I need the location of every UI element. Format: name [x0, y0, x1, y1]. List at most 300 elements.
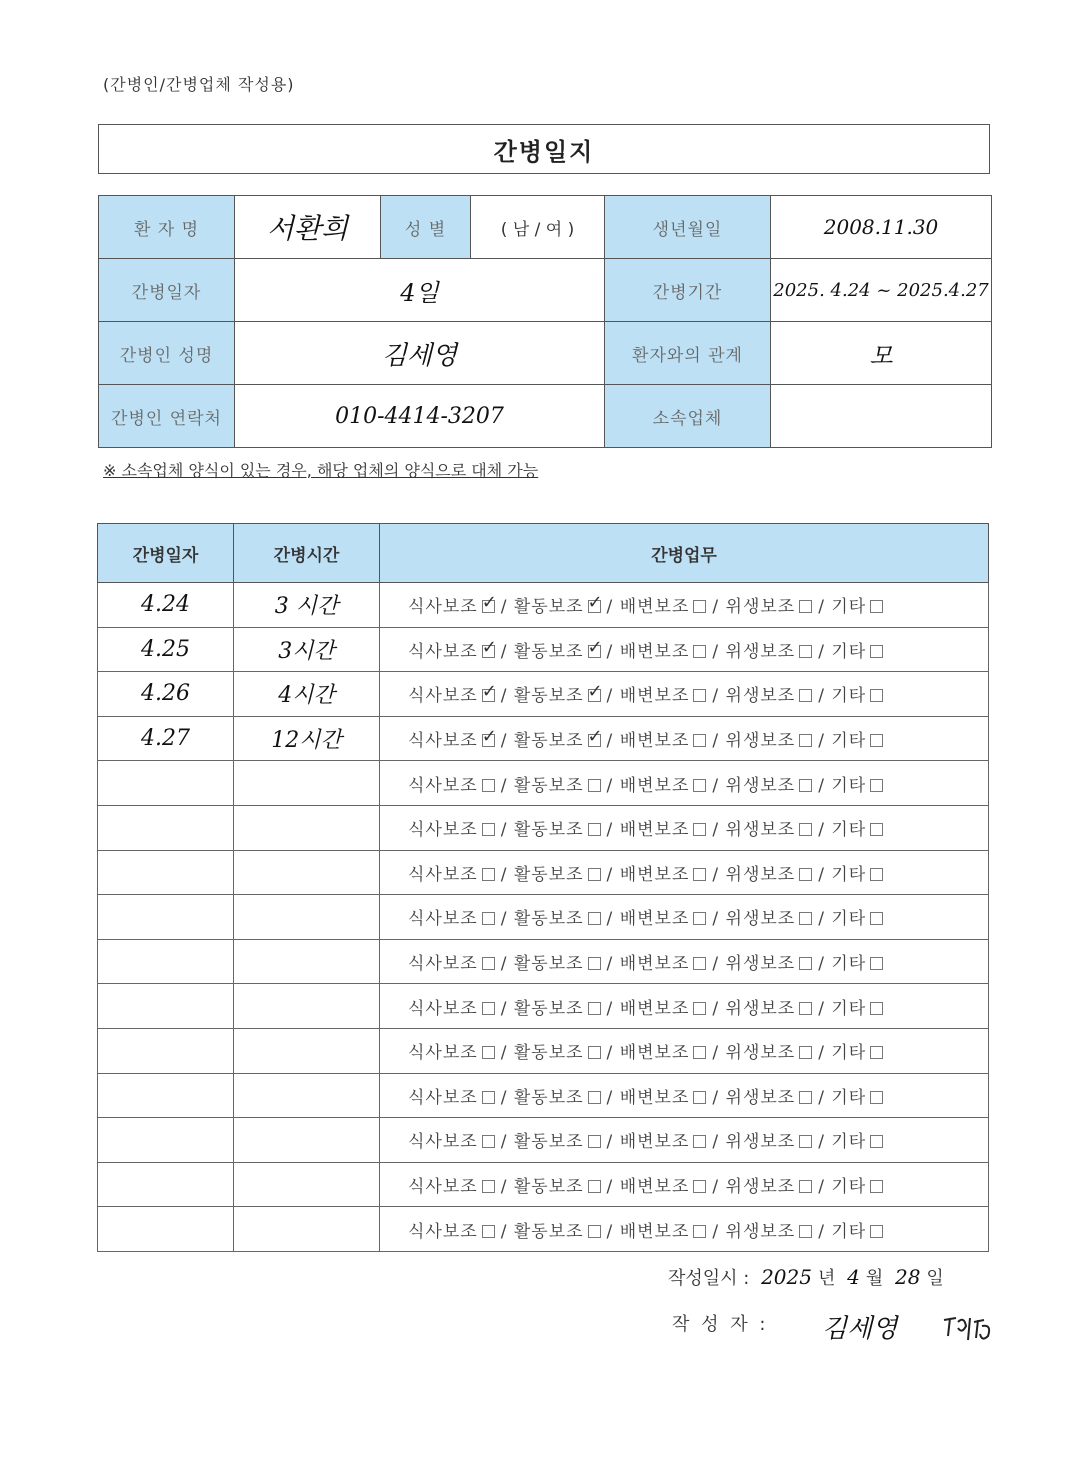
log-duty	[380, 1028, 989, 1073]
duty-label: 식사보조	[408, 909, 478, 930]
duty-separator: /	[818, 731, 832, 752]
duty-label: 활동보조	[513, 1043, 584, 1064]
duty-checkbox[interactable]	[588, 957, 601, 970]
duty-separator: /	[606, 1177, 620, 1198]
log-date: 4.24	[98, 583, 234, 628]
duty-separator: /	[606, 775, 620, 796]
log-date	[98, 1207, 234, 1252]
log-time	[234, 1118, 380, 1163]
duty-separator: /	[712, 775, 726, 796]
patient-name-value: 서환희	[235, 196, 381, 259]
duty-separator: /	[818, 864, 832, 885]
duty-checkbox[interactable]	[799, 1091, 812, 1104]
duty-separator: /	[500, 641, 514, 662]
duty-label: 기타	[831, 597, 867, 618]
duty-checkbox[interactable]	[799, 823, 812, 836]
duty-separator: /	[606, 597, 620, 618]
duty-separator: /	[818, 1087, 832, 1108]
duty-label: 기타	[831, 1043, 867, 1064]
log-date	[98, 805, 234, 850]
duty-checkbox[interactable]	[799, 957, 812, 970]
duty-label: 배변보조	[619, 864, 690, 885]
duty-separator: /	[500, 597, 514, 618]
log-duty	[380, 805, 989, 850]
duty-checkbox[interactable]	[693, 645, 706, 658]
duty-label: 활동보조	[513, 597, 584, 618]
duty-label: 활동보조	[513, 954, 584, 975]
year-unit: 년	[817, 1268, 836, 1289]
duty-checkbox[interactable]	[693, 734, 706, 747]
duty-checkbox[interactable]	[588, 823, 601, 836]
duty-label: 활동보조	[513, 998, 584, 1019]
duty-checkbox[interactable]	[482, 868, 495, 881]
duty-label: 활동보조	[513, 864, 584, 885]
duty-separator: /	[712, 909, 726, 930]
duty-checkbox[interactable]	[799, 912, 812, 925]
duty-separator: /	[606, 998, 620, 1019]
relation-label: 환자와의 관계	[605, 322, 771, 385]
duty-label: 활동보조	[513, 1177, 584, 1198]
patient-name-label: 환 자 명	[99, 196, 235, 259]
duty-checkbox[interactable]	[693, 912, 706, 925]
duty-label: 식사보조	[408, 998, 478, 1019]
duty-checkbox[interactable]	[588, 1046, 601, 1059]
duty-label: 기타	[831, 686, 867, 707]
duty-checkbox[interactable]	[693, 1002, 706, 1015]
log-time	[234, 805, 380, 850]
duty-separator: /	[500, 954, 514, 975]
duty-label: 위생보조	[725, 1043, 796, 1064]
duty-separator: /	[712, 954, 726, 975]
duty-separator: /	[606, 731, 620, 752]
duty-label: 기타	[831, 954, 867, 975]
log-date	[98, 850, 234, 895]
log-time	[234, 1207, 380, 1252]
duty-separator: /	[606, 864, 620, 885]
duty-separator: /	[712, 686, 726, 707]
caregiver-name-value: 김세영	[235, 322, 605, 385]
duty-label: 기타	[831, 775, 867, 796]
log-time	[234, 895, 380, 940]
duty-checkbox[interactable]	[799, 734, 812, 747]
duty-label: 기타	[831, 1221, 867, 1242]
log-row	[98, 716, 989, 761]
duty-label: 기타	[831, 731, 867, 752]
duty-separator: /	[500, 998, 514, 1019]
log-date: 4.25	[98, 627, 234, 672]
duty-checkbox[interactable]	[482, 1002, 495, 1015]
duty-checkbox[interactable]	[482, 1091, 495, 1104]
duty-label: 기타	[831, 1177, 867, 1198]
written-date	[668, 1264, 944, 1290]
duty-label: 기타	[831, 1132, 867, 1153]
duty-label: 위생보조	[725, 686, 796, 707]
day-unit: 일	[926, 1268, 944, 1289]
duty-checkbox[interactable]	[870, 1091, 883, 1104]
duty-label: 식사보조	[408, 641, 478, 662]
duty-label: 배변보조	[619, 954, 690, 975]
duty-checkbox[interactable]	[799, 600, 812, 613]
log-duty	[380, 984, 989, 1029]
log-time	[234, 939, 380, 984]
duty-checkbox[interactable]	[482, 1135, 495, 1148]
duty-checkbox[interactable]	[588, 689, 601, 702]
log-row	[98, 895, 989, 940]
duty-checkbox[interactable]	[870, 779, 883, 792]
duty-checkbox[interactable]	[693, 1091, 706, 1104]
duty-checkbox[interactable]	[693, 1135, 706, 1148]
duty-label: 위생보조	[725, 641, 796, 662]
duty-separator: /	[500, 1132, 514, 1153]
duty-checkbox[interactable]	[588, 868, 601, 881]
contact-value: 010-4414-3207	[235, 385, 605, 448]
log-date: 4.27	[98, 716, 234, 761]
duty-separator: /	[712, 1043, 726, 1064]
log-date	[98, 984, 234, 1029]
birth-value: 2008.11.30	[771, 196, 992, 259]
written-month: 4	[847, 1265, 860, 1289]
care-days-label: 간병일자	[99, 259, 235, 322]
gender-label: 성 별	[381, 196, 471, 259]
duty-label: 식사보조	[408, 864, 478, 885]
patient-info-table	[98, 195, 992, 448]
duty-separator: /	[500, 775, 514, 796]
duty-label: 식사보조	[408, 820, 478, 841]
duty-checkbox[interactable]	[693, 689, 706, 702]
gender-value: ( 남 / 여 )	[471, 196, 605, 259]
duty-checkbox[interactable]	[870, 957, 883, 970]
log-date	[98, 895, 234, 940]
duty-separator: /	[818, 998, 832, 1019]
duty-label: 식사보조	[408, 1087, 478, 1108]
log-row	[98, 627, 989, 672]
birth-label: 생년월일	[605, 196, 771, 259]
month-unit: 월	[865, 1268, 884, 1289]
duty-checkbox[interactable]	[870, 1180, 883, 1193]
duty-separator: /	[818, 820, 832, 841]
duty-label: 위생보조	[725, 909, 796, 930]
duty-label: 활동보조	[513, 686, 584, 707]
duty-label: 배변보조	[619, 909, 690, 930]
duty-label: 위생보조	[725, 1221, 796, 1242]
page-title: 간병일지	[98, 124, 990, 174]
duty-separator: /	[500, 864, 514, 885]
log-row	[98, 583, 989, 628]
duty-separator: /	[606, 686, 620, 707]
log-date	[98, 761, 234, 806]
log-time	[234, 850, 380, 895]
duty-separator: /	[712, 1221, 726, 1242]
duty-label: 식사보조	[408, 1221, 478, 1242]
duty-separator: /	[500, 1221, 514, 1242]
duty-label: 배변보조	[619, 1132, 690, 1153]
log-row	[98, 939, 989, 984]
duty-separator: /	[712, 820, 726, 841]
duty-label: 기타	[831, 864, 867, 885]
duty-separator: /	[712, 1177, 726, 1198]
duty-label: 배변보조	[619, 1177, 690, 1198]
log-row	[98, 984, 989, 1029]
duty-label: 위생보조	[725, 731, 796, 752]
company-value	[771, 385, 992, 448]
log-duty	[380, 1162, 989, 1207]
duty-separator: /	[606, 1043, 620, 1064]
duty-label: 기타	[831, 909, 867, 930]
duty-checkbox[interactable]	[870, 645, 883, 658]
duty-checkbox[interactable]	[870, 1002, 883, 1015]
duty-separator: /	[712, 864, 726, 885]
duty-separator: /	[712, 1087, 726, 1108]
log-date: 4.26	[98, 672, 234, 717]
duty-checkbox[interactable]	[799, 689, 812, 702]
log-row	[98, 1162, 989, 1207]
duty-label: 배변보조	[619, 775, 690, 796]
duty-separator: /	[606, 1132, 620, 1153]
log-duty	[380, 627, 989, 672]
duty-checkbox[interactable]	[588, 1002, 601, 1015]
duty-separator: /	[818, 775, 832, 796]
duty-label: 활동보조	[513, 1132, 584, 1153]
duty-label: 배변보조	[619, 1087, 690, 1108]
log-row	[98, 761, 989, 806]
duty-checkbox[interactable]	[799, 1180, 812, 1193]
log-date	[98, 1118, 234, 1163]
duty-checkbox[interactable]	[799, 779, 812, 792]
log-duty	[380, 761, 989, 806]
duty-label: 배변보조	[619, 1043, 690, 1064]
duty-checkbox[interactable]	[482, 823, 495, 836]
duty-label: 식사보조	[408, 954, 478, 975]
duty-checkbox[interactable]	[588, 1225, 601, 1238]
header-note: (간병인/간병업체 작성용)	[103, 75, 295, 94]
duty-checkbox[interactable]	[588, 734, 601, 747]
duty-label: 활동보조	[513, 775, 584, 796]
duty-checkbox[interactable]	[588, 912, 601, 925]
duty-label: 활동보조	[513, 909, 584, 930]
duty-separator: /	[606, 909, 620, 930]
duty-checkbox[interactable]	[588, 779, 601, 792]
duty-label: 배변보조	[619, 686, 690, 707]
company-label: 소속업체	[605, 385, 771, 448]
duty-checkbox[interactable]	[482, 689, 495, 702]
duty-checkbox[interactable]	[693, 779, 706, 792]
log-date	[98, 1162, 234, 1207]
duty-label: 배변보조	[619, 641, 690, 662]
duty-checkbox[interactable]	[799, 1135, 812, 1148]
duty-separator: /	[712, 1132, 726, 1153]
duty-checkbox[interactable]	[870, 912, 883, 925]
duty-separator: /	[712, 998, 726, 1019]
log-time	[234, 1073, 380, 1118]
log-duty	[380, 716, 989, 761]
duty-label: 식사보조	[408, 1132, 478, 1153]
duty-separator: /	[818, 1221, 832, 1242]
duty-label: 식사보조	[408, 1177, 478, 1198]
written-date-label: 작성일시 :	[668, 1268, 750, 1289]
duty-separator: /	[818, 1132, 832, 1153]
duty-label: 활동보조	[513, 641, 584, 662]
duty-label: 식사보조	[408, 597, 478, 618]
care-log-table	[97, 523, 989, 1252]
log-date	[98, 1028, 234, 1073]
duty-checkbox[interactable]	[799, 645, 812, 658]
duty-label: 기타	[831, 641, 867, 662]
log-time: 12시간	[234, 716, 380, 761]
duty-separator: /	[500, 731, 514, 752]
log-row	[98, 1028, 989, 1073]
duty-separator: /	[818, 954, 832, 975]
replacement-notice: ※ 소속업체 양식이 있는 경우, 해당 업체의 양식으로 대체 가능	[103, 461, 539, 480]
duty-checkbox[interactable]	[693, 1225, 706, 1238]
contact-label: 간병인 연락처	[99, 385, 235, 448]
log-duty	[380, 895, 989, 940]
duty-checkbox[interactable]	[870, 868, 883, 881]
duty-separator: /	[500, 820, 514, 841]
care-period-label: 간병기간	[605, 259, 771, 322]
header-care-time: 간병시간	[234, 524, 380, 583]
duty-checkbox[interactable]	[693, 957, 706, 970]
duty-checkbox[interactable]	[870, 1046, 883, 1059]
duty-label: 기타	[831, 998, 867, 1019]
duty-checkbox[interactable]	[693, 600, 706, 613]
duty-label: 위생보조	[725, 998, 796, 1019]
duty-label: 활동보조	[513, 731, 584, 752]
duty-checkbox[interactable]	[799, 1002, 812, 1015]
duty-checkbox[interactable]	[588, 600, 601, 613]
duty-checkbox[interactable]	[870, 689, 883, 702]
care-period-value: 2025. 4.24 ~ 2025.4.27	[771, 259, 992, 322]
written-day: 28	[894, 1265, 921, 1289]
duty-checkbox[interactable]	[870, 823, 883, 836]
duty-separator: /	[606, 1221, 620, 1242]
log-duty	[380, 1118, 989, 1163]
signature-seal-icon	[938, 1312, 998, 1346]
duty-checkbox[interactable]	[482, 1046, 495, 1059]
duty-checkbox[interactable]	[482, 1180, 495, 1193]
duty-label: 배변보조	[619, 820, 690, 841]
duty-checkbox[interactable]	[482, 779, 495, 792]
duty-label: 배변보조	[619, 597, 690, 618]
duty-separator: /	[606, 954, 620, 975]
log-date	[98, 1073, 234, 1118]
duty-separator: /	[606, 641, 620, 662]
duty-separator: /	[818, 686, 832, 707]
duty-label: 식사보조	[408, 1043, 478, 1064]
duty-checkbox[interactable]	[588, 1180, 601, 1193]
duty-label: 위생보조	[725, 1087, 796, 1108]
duty-label: 위생보조	[725, 1177, 796, 1198]
duty-label: 위생보조	[725, 954, 796, 975]
duty-label: 배변보조	[619, 998, 690, 1019]
caregiver-name-label: 간병인 성명	[99, 322, 235, 385]
log-date	[98, 939, 234, 984]
duty-checkbox[interactable]	[693, 868, 706, 881]
duty-checkbox[interactable]	[482, 600, 495, 613]
duty-separator: /	[500, 909, 514, 930]
duty-checkbox[interactable]	[482, 957, 495, 970]
log-row	[98, 850, 989, 895]
duty-separator: /	[500, 1177, 514, 1198]
log-row	[98, 805, 989, 850]
duty-label: 위생보조	[725, 775, 796, 796]
relation-value: 모	[771, 322, 992, 385]
duty-checkbox[interactable]	[870, 600, 883, 613]
duty-separator: /	[712, 731, 726, 752]
duty-checkbox[interactable]	[482, 912, 495, 925]
written-year: 2025	[761, 1265, 812, 1289]
duty-separator: /	[606, 820, 620, 841]
duty-checkbox[interactable]	[870, 1225, 883, 1238]
duty-checkbox[interactable]	[870, 734, 883, 747]
header-care-date: 간병일자	[98, 524, 234, 583]
duty-checkbox[interactable]	[693, 1180, 706, 1193]
duty-label: 기타	[831, 1087, 867, 1108]
duty-separator: /	[712, 597, 726, 618]
duty-checkbox[interactable]	[799, 1225, 812, 1238]
duty-label: 식사보조	[408, 775, 478, 796]
log-time	[234, 1028, 380, 1073]
duty-label: 활동보조	[513, 820, 584, 841]
duty-checkbox[interactable]	[588, 645, 601, 658]
duty-label: 위생보조	[725, 864, 796, 885]
duty-checkbox[interactable]	[588, 1135, 601, 1148]
log-row	[98, 1207, 989, 1252]
log-row	[98, 1118, 989, 1163]
duty-separator: /	[500, 1043, 514, 1064]
duty-label: 식사보조	[408, 686, 478, 707]
duty-checkbox[interactable]	[693, 823, 706, 836]
duty-label: 활동보조	[513, 1087, 584, 1108]
duty-separator: /	[818, 1043, 832, 1064]
log-row	[98, 1073, 989, 1118]
duty-checkbox[interactable]	[588, 1091, 601, 1104]
duty-separator: /	[500, 686, 514, 707]
log-duty	[380, 1073, 989, 1118]
duty-separator: /	[818, 1177, 832, 1198]
care-days-value: 4일	[235, 259, 605, 322]
duty-checkbox[interactable]	[870, 1135, 883, 1148]
duty-checkbox[interactable]	[482, 1225, 495, 1238]
duty-separator: /	[818, 641, 832, 662]
log-duty	[380, 939, 989, 984]
log-duty	[380, 672, 989, 717]
duty-label: 식사보조	[408, 731, 478, 752]
log-duty	[380, 850, 989, 895]
writer-label: 작 성 자 :	[672, 1314, 769, 1335]
duty-label: 활동보조	[513, 1221, 584, 1242]
duty-checkbox[interactable]	[799, 1046, 812, 1059]
duty-checkbox[interactable]	[693, 1046, 706, 1059]
log-time	[234, 761, 380, 806]
log-time: 4시간	[234, 672, 380, 717]
duty-separator: /	[606, 1087, 620, 1108]
writer-name: 김세영	[822, 1314, 898, 1344]
duty-checkbox[interactable]	[482, 645, 495, 658]
duty-checkbox[interactable]	[799, 868, 812, 881]
log-duty	[380, 583, 989, 628]
duty-label: 위생보조	[725, 1132, 796, 1153]
log-time	[234, 984, 380, 1029]
duty-checkbox[interactable]	[482, 734, 495, 747]
duty-label: 위생보조	[725, 597, 796, 618]
duty-separator: /	[818, 909, 832, 930]
log-time	[234, 1162, 380, 1207]
duty-separator: /	[818, 597, 832, 618]
duty-separator: /	[712, 641, 726, 662]
log-row	[98, 672, 989, 717]
log-duty	[380, 1207, 989, 1252]
log-time: 3 시간	[234, 583, 380, 628]
